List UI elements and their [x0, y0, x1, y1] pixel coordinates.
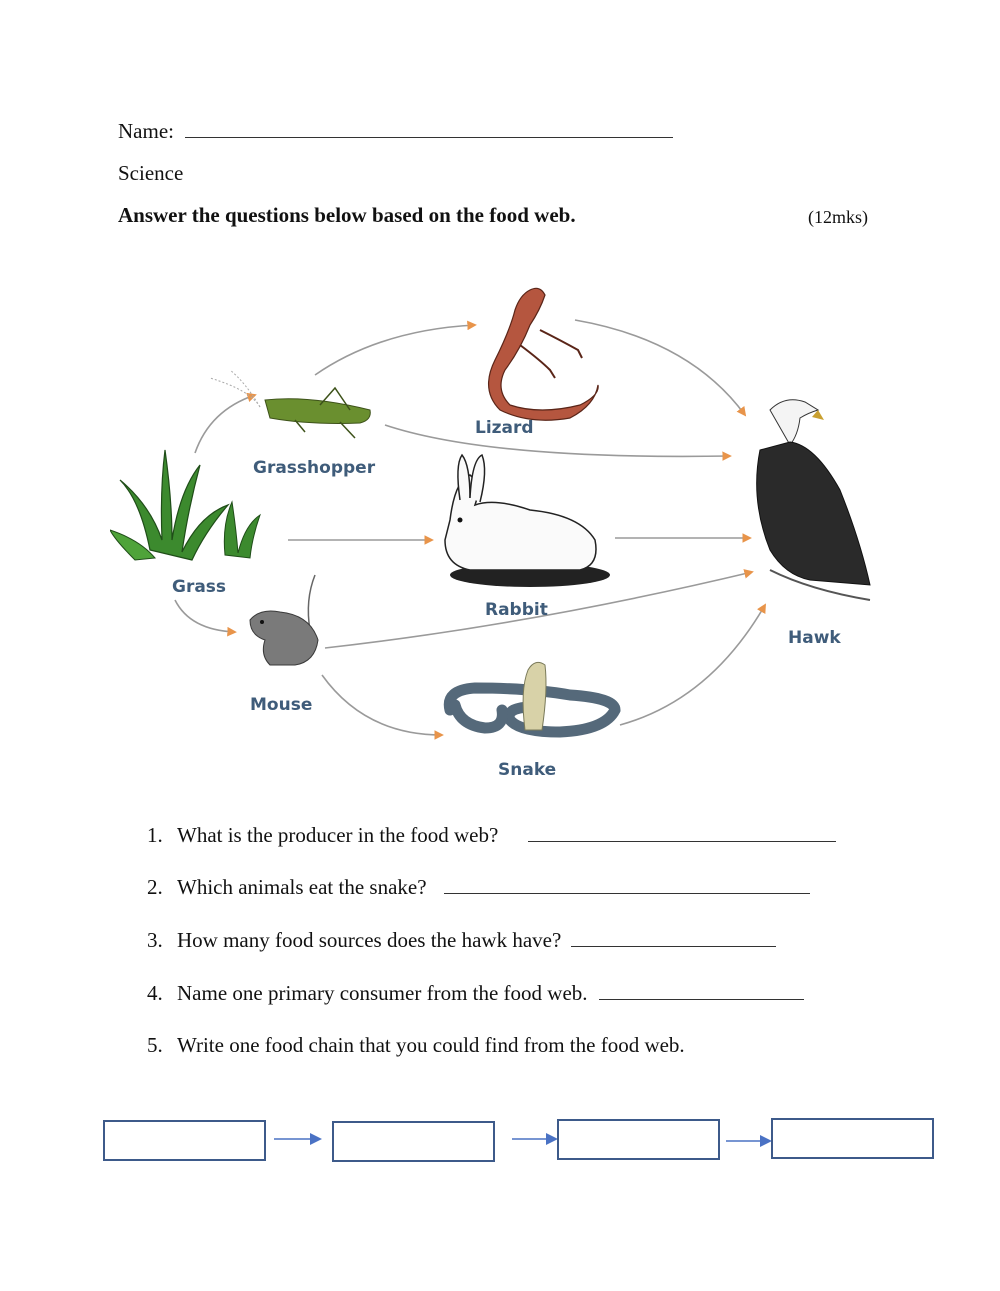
hawk-icon — [757, 400, 870, 600]
chain-arrow-icon — [512, 1133, 558, 1145]
question-number: 5. — [147, 1033, 163, 1057]
arrow-grass-mouse — [175, 600, 235, 632]
answer-blank-1[interactable] — [528, 824, 836, 842]
question-text: Name one primary consumer from the food web. — [177, 981, 588, 1005]
instruction-text: Answer the questions below based on the food web. — [118, 203, 576, 227]
grass-icon — [110, 450, 260, 560]
label-snake: Snake — [498, 760, 557, 780]
chain-arrow-icon — [726, 1135, 772, 1147]
question-text: What is the producer in the food web? — [177, 823, 499, 847]
chain-arrow-icon — [274, 1133, 322, 1145]
food-chain-box-2[interactable] — [332, 1121, 495, 1162]
answer-blank-3[interactable] — [571, 929, 776, 947]
question-1 — [147, 822, 836, 848]
question-text: How many food sources does the hawk have? — [177, 928, 562, 952]
arrow-lizard-hawk — [575, 320, 745, 415]
label-lizard: Lizard — [475, 418, 534, 438]
name-label: Name: — [118, 119, 174, 143]
label-grass: Grass — [172, 577, 227, 597]
arrow-grass-grasshopper — [195, 395, 255, 453]
question-number: 1. — [147, 823, 163, 847]
label-grasshopper: Grasshopper — [253, 458, 376, 478]
question-5 — [147, 1032, 685, 1058]
arrow-grasshopper-lizard — [315, 325, 475, 375]
mouse-icon — [250, 575, 318, 665]
arrow-mouse-snake — [322, 675, 442, 735]
question-number: 4. — [147, 981, 163, 1005]
rabbit-icon — [445, 455, 610, 587]
question-text: Which animals eat the snake? — [177, 875, 427, 899]
food-chain-box-4[interactable] — [771, 1118, 934, 1159]
question-number: 3. — [147, 928, 163, 952]
question-3 — [147, 927, 776, 953]
instruction-row — [118, 202, 878, 228]
arrow-grasshopper-hawk — [385, 425, 730, 456]
label-rabbit: Rabbit — [485, 600, 548, 620]
subject-label: Science — [118, 161, 184, 185]
label-mouse: Mouse — [250, 695, 313, 715]
question-4 — [147, 980, 804, 1006]
lizard-icon — [489, 288, 599, 420]
name-row — [118, 118, 673, 144]
label-hawk: Hawk — [788, 628, 841, 648]
snake-icon — [449, 662, 615, 732]
answer-blank-2[interactable] — [444, 876, 810, 894]
food-chain-box-1[interactable] — [103, 1120, 266, 1161]
question-text: Write one food chain that you could find from the food web. — [177, 1033, 685, 1057]
name-answer-blank[interactable] — [185, 120, 673, 138]
marks-label: (12mks) — [808, 207, 868, 227]
question-2 — [147, 874, 810, 900]
food-chain-box-3[interactable] — [557, 1119, 720, 1160]
question-number: 2. — [147, 875, 163, 899]
arrow-snake-hawk — [620, 605, 765, 725]
food-web-diagram — [110, 270, 900, 790]
answer-blank-4[interactable] — [599, 982, 804, 1000]
